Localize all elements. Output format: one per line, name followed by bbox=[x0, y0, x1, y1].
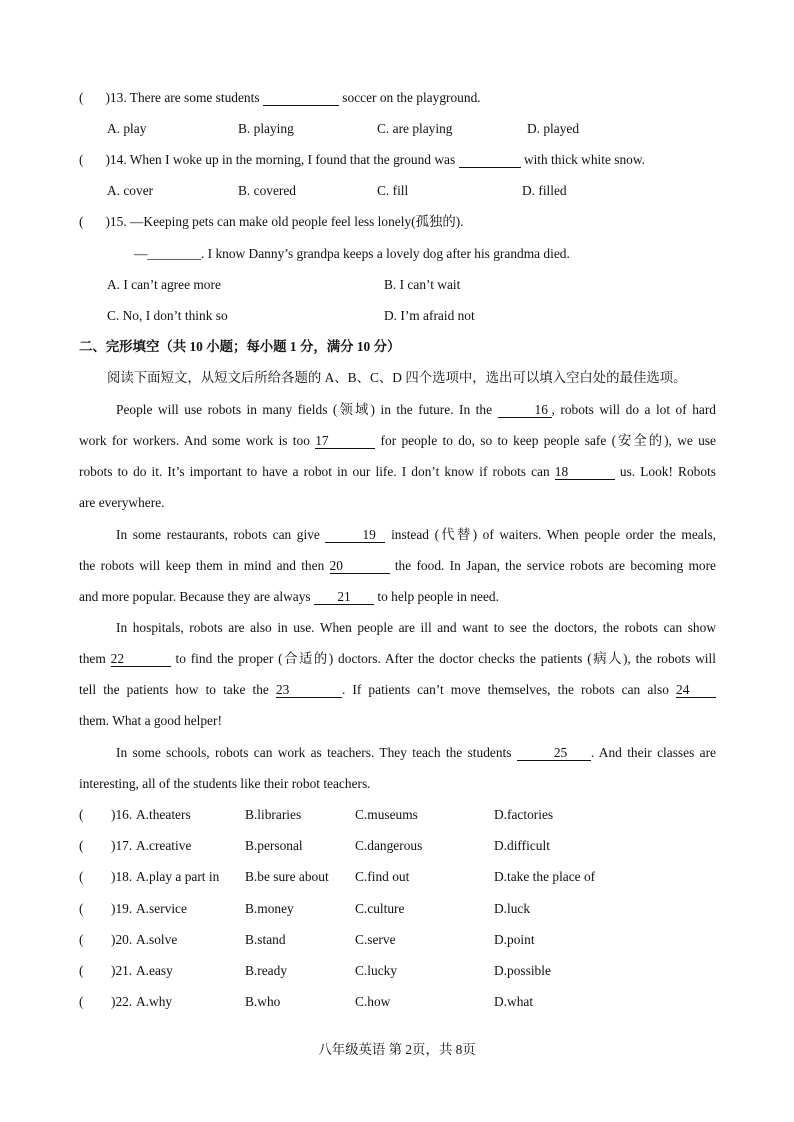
option-a: A.why bbox=[136, 994, 173, 1010]
passage-line bbox=[79, 526, 716, 544]
option-b: B. I can’t wait bbox=[384, 277, 461, 292]
passage-text: . And their classes are bbox=[590, 745, 716, 760]
option-a: A.easy bbox=[136, 963, 173, 978]
blank-16: 16 bbox=[498, 402, 552, 418]
option-d: D.what bbox=[494, 994, 534, 1010]
blank-21: 21 bbox=[314, 589, 374, 605]
option-a: A.theaters bbox=[136, 807, 191, 822]
blank-25: 25 bbox=[517, 745, 591, 761]
passage-line bbox=[79, 681, 716, 699]
question-15 bbox=[79, 213, 464, 231]
question-text: —Keeping pets can make old people feel less lonely(孤独的). bbox=[130, 214, 464, 229]
passage-line bbox=[79, 744, 716, 762]
answer-blank bbox=[263, 90, 339, 106]
option-d: D.take the place of bbox=[494, 869, 596, 885]
answer-paren: ( bbox=[79, 931, 84, 947]
option-d: D.factories bbox=[494, 807, 554, 822]
blank-19: 19 bbox=[325, 527, 385, 543]
passage-text: robots to do it. It’s important to have a robot in our life. I don’t know if robots can bbox=[79, 464, 550, 479]
passage-text: In some schools, robots can work as teachers. They teach the students bbox=[116, 745, 512, 760]
question-number: )14. bbox=[105, 152, 127, 167]
option-c: C.serve bbox=[355, 931, 396, 947]
blank-17: 17 bbox=[315, 433, 375, 449]
option-a: A.service bbox=[136, 900, 187, 916]
passage-line bbox=[79, 557, 716, 575]
passage-text: People will use robots in many fields (领域) in the future. In the bbox=[116, 402, 493, 417]
option-b: B.libraries bbox=[245, 807, 302, 822]
option-d: D.possible bbox=[494, 963, 551, 978]
blank-22: 22 bbox=[111, 651, 171, 667]
option-c: C.find out bbox=[355, 869, 410, 885]
passage-line bbox=[79, 401, 716, 419]
answer-paren: ( bbox=[79, 807, 84, 822]
passage-line bbox=[79, 588, 499, 606]
option-d: D. filled bbox=[522, 183, 567, 198]
passage-text: to find the proper (合适的) doctors. After the doctor checks the patients (病人), the robots will bbox=[175, 651, 716, 666]
answer-paren: ( bbox=[79, 900, 84, 916]
passage-line: are everywhere. bbox=[79, 495, 165, 510]
blank-18: 18 bbox=[555, 464, 615, 480]
option-b: B.money bbox=[245, 900, 294, 916]
question-text-after: with thick white snow. bbox=[523, 152, 646, 167]
option-c: C. No, I don’t think so bbox=[107, 308, 228, 323]
reply-text: . I know Danny’s grandpa keeps a lovely dog after his grandma died. bbox=[200, 246, 570, 261]
question-number: )19. bbox=[111, 900, 133, 916]
passage-line: In hospitals, robots are also in use. When people are ill and want to see the doctors, the robots can show bbox=[116, 620, 716, 635]
passage-text: , robots will do a lot of hard bbox=[551, 402, 716, 417]
answer-paren: ( bbox=[79, 963, 84, 978]
reply-blank: ________ bbox=[147, 246, 201, 261]
section-instruction: 阅读下面短文，从短文后所给各题的 A、B、C、D 四个选项中，选出可以填入空白处的最佳选项。 bbox=[107, 370, 687, 385]
question-number: )16. bbox=[111, 807, 133, 822]
option-d: D. played bbox=[527, 121, 580, 136]
option-a: A.creative bbox=[136, 838, 192, 854]
option-c: C. are playing bbox=[377, 121, 453, 136]
question-number: )13. bbox=[105, 90, 127, 105]
option-b: B.be sure about bbox=[245, 869, 329, 885]
answer-paren: ( bbox=[79, 994, 84, 1010]
option-a: A.solve bbox=[136, 931, 178, 947]
option-b: B. playing bbox=[238, 121, 294, 136]
answer-paren: ( bbox=[79, 838, 84, 854]
passage-text: for people to do, so to keep people safe (安全的), we use bbox=[380, 433, 716, 448]
question-number: )21. bbox=[111, 963, 133, 978]
blank-20: 20 bbox=[330, 558, 390, 574]
option-d: D.point bbox=[494, 931, 535, 947]
option-c: C.museums bbox=[355, 807, 418, 822]
option-d: D.difficult bbox=[494, 838, 550, 854]
option-b: B.stand bbox=[245, 931, 286, 947]
passage-text: instead (代替) of waiters. When people order the meals, bbox=[391, 527, 716, 542]
reply-dash: — bbox=[134, 246, 148, 261]
option-c: C. fill bbox=[377, 183, 409, 198]
passage-text: to help people in need. bbox=[377, 589, 499, 604]
passage-text: In some restaurants, robots can give bbox=[116, 527, 320, 542]
page-footer: 八年级英语 第 2页，共 8页 bbox=[318, 1042, 476, 1057]
question-13 bbox=[79, 89, 481, 107]
question-number: )18. bbox=[111, 869, 133, 885]
option-c: C.dangerous bbox=[355, 838, 423, 854]
passage-line bbox=[79, 650, 716, 668]
option-c: C.lucky bbox=[355, 963, 398, 978]
passage-line bbox=[79, 463, 716, 481]
question-number: )20. bbox=[111, 931, 133, 947]
option-c: C.culture bbox=[355, 900, 405, 916]
option-a: A.play a part in bbox=[136, 869, 220, 885]
passage-text: them bbox=[79, 651, 106, 666]
question-number: )17. bbox=[111, 838, 133, 854]
option-c: C.how bbox=[355, 994, 391, 1010]
option-a: A. play bbox=[107, 121, 147, 136]
question-number: )22. bbox=[111, 994, 133, 1010]
question-text: When I woke up in the morning, I found that the ground was bbox=[129, 152, 456, 167]
blank-23: 23 bbox=[276, 682, 342, 698]
blank-24: 24 bbox=[676, 682, 716, 698]
question-15-reply bbox=[134, 245, 570, 263]
option-d: D. I’m afraid not bbox=[384, 308, 475, 323]
question-14 bbox=[79, 151, 645, 169]
option-a: A. cover bbox=[107, 183, 154, 198]
option-a: A. I can’t agree more bbox=[107, 277, 221, 292]
passage-text: the robots will keep them in mind and then bbox=[79, 558, 325, 573]
answer-paren: ( bbox=[79, 90, 84, 105]
answer-paren: ( bbox=[79, 869, 84, 885]
question-text: There are some students bbox=[129, 90, 260, 105]
option-d: D.luck bbox=[494, 900, 531, 916]
option-b: B.who bbox=[245, 994, 281, 1010]
option-b: B. covered bbox=[238, 183, 297, 198]
passage-line: interesting, all of the students like their robot teachers. bbox=[79, 776, 371, 791]
section-title: 二、完形填空（共 10 小题；每小题 1 分，满分 10 分） bbox=[79, 339, 401, 354]
passage-line: them. What a good helper! bbox=[79, 713, 222, 728]
option-b: B.ready bbox=[245, 963, 288, 978]
passage-text: . If patients can’t move themselves, the robots can also bbox=[341, 682, 669, 697]
question-text-after: soccer on the playground. bbox=[342, 90, 481, 105]
passage-text: the food. In Japan, the service robots are becoming more bbox=[394, 558, 716, 573]
passage-line bbox=[79, 432, 716, 450]
option-b: B.personal bbox=[245, 838, 303, 854]
question-number: )15. bbox=[105, 214, 127, 229]
passage-text: tell the patients how to take the bbox=[79, 682, 269, 697]
answer-blank bbox=[459, 152, 521, 168]
passage-text: us. Look! Robots bbox=[619, 464, 716, 479]
answer-paren: ( bbox=[79, 214, 84, 229]
answer-paren: ( bbox=[79, 152, 84, 167]
passage-text: and more popular. Because they are always bbox=[79, 589, 311, 604]
passage-text: work for workers. And some work is too bbox=[79, 433, 310, 448]
